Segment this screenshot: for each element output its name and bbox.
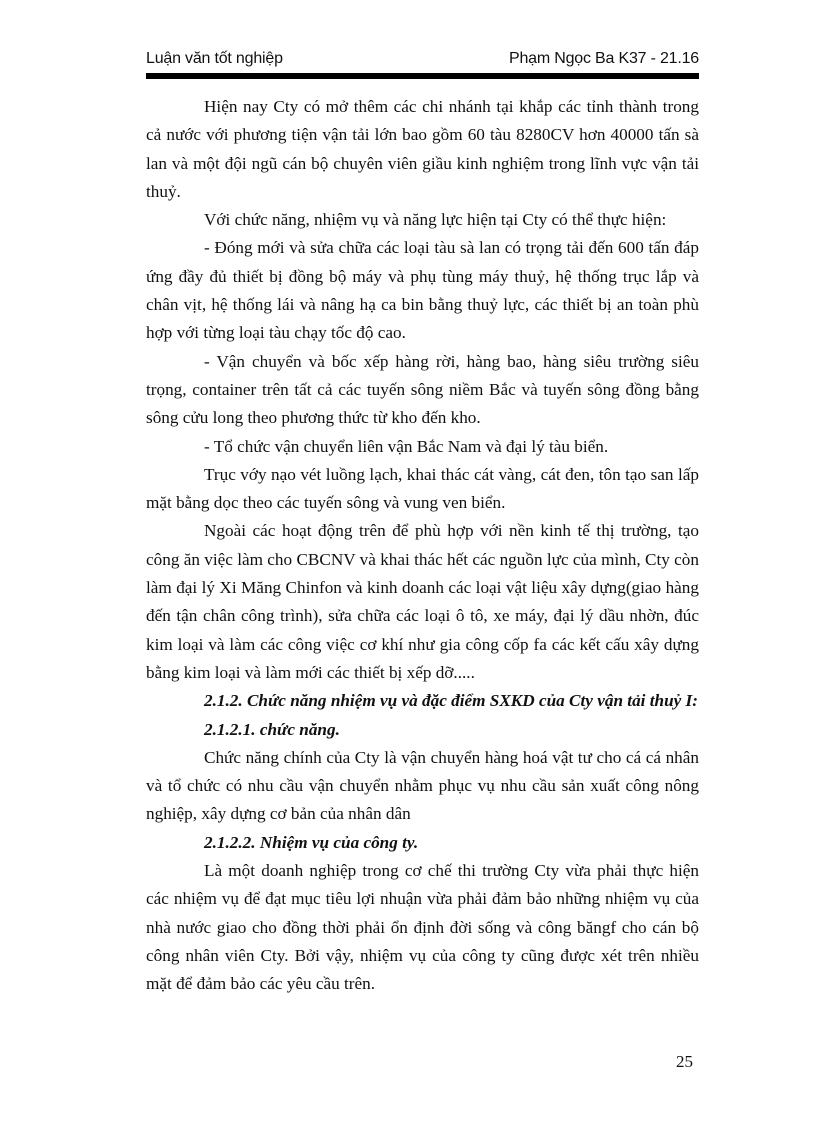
header-author: Phạm Ngọc Ba K37 - 21.16 — [509, 50, 699, 67]
paragraph: Là một doanh nghiệp trong cơ chế thi trường Cty vừa phải thực hiện các nhiệm vụ để đạt mục tiêu lợi nhuận vừa phải đảm bảo những nhiệm vụ của nhà nước giao cho đồng thời phải ổn định đời sống và công băngf cho cán bộ công nhân viên Cty. Bởi vậy, nhiệm vụ của công ty cũng được xét trên nhiều mặt để đảm bảo các yêu cầu trên. — [146, 861, 699, 994]
paragraph: Với chức năng, nhiệm vụ và năng lực hiện tại Cty có thể thực hiện: — [204, 210, 667, 230]
section-heading: 2.1.2. Chức năng nhiệm vụ và đặc điểm SXKD của Cty vận tải thuỷ I: — [204, 691, 698, 711]
header-thesis-title: Luận văn tốt nghiệp — [146, 50, 283, 67]
page-number: 25 — [676, 1052, 693, 1071]
paragraph: Trục vớy nạo vét luồng lạch, khai thác cát vàng, cát đen, tôn tạo san lấp mặt bằng dọc theo các tuyến sông và vung ven biển. — [146, 464, 699, 513]
page-header — [146, 48, 699, 72]
paragraph: - Đóng mới và sửa chữa các loại tàu sà lan có trọng tải đến 600 tấn đáp ứng đầy đủ thiết bị đồng bộ máy và phụ tùng máy thuỷ, hệ thống trục lắp và chân vịt, hệ thống lái và nâng hạ ca bin bằng thuỷ lực, các thiết bị an toàn phù hợp với từng loại tàu chạy tốc độ cao. — [146, 238, 699, 343]
paragraph: - Tổ chức vận chuyển liên vận Bắc Nam và đại lý tàu biển. — [204, 436, 609, 456]
body-text — [146, 93, 699, 999]
subsection-heading: 2.1.2.2. Nhiệm vụ của công ty. — [204, 832, 419, 852]
paragraph: - Vận chuyển và bốc xếp hàng rời, hàng bao, hàng siêu trường siêu trọng, container trên tất cả các tuyến sông niềm Bắc và tuyến sông đồng bằng sông cửu long theo phương thức từ kho đến kho. — [146, 351, 699, 428]
paragraph: Ngoài các hoạt động trên để phù hợp với nền kinh tế thị trường, tạo công ăn việc làm cho CBCNV và khai thác hết các nguồn lực của mình, Cty còn làm đại lý Xi Măng Chinfon và kinh doanh các loại vật liệu xây dựng(giao hàng đến tận chân công trình), sửa chữa các loại ô tô, xe máy, đại lý dầu nhờn, đúc kim loại và làm các công việc cơ khí như gia công cốp fa các kết cấu xây dựng bằng kim loại và làm mới các thiết bị xếp dỡ..... — [146, 521, 699, 682]
paragraph: Hiện nay Cty có mở thêm các chi nhánh tại khắp các tỉnh thành trong cả nước với phương tiện vận tải lớn bao gồm 60 tàu 8280CV hơn 40000 tấn sà lan và một đội ngũ cán bộ chuyên viên giầu kinh nghiệm trong lĩnh vực vận tải thuỷ. — [146, 97, 699, 201]
paragraph: Chức năng chính của Cty là vận chuyển hàng hoá vật tư cho cá cá nhân và tổ chức có nhu cầu vận chuyển nhằm phục vụ nhu cầu sản xuất công nông nghiệp, xây dựng cơ bản của nhân dân — [146, 747, 699, 824]
subsection-heading: 2.1.2.1. chức năng. — [204, 719, 340, 739]
header-rule — [146, 73, 699, 79]
